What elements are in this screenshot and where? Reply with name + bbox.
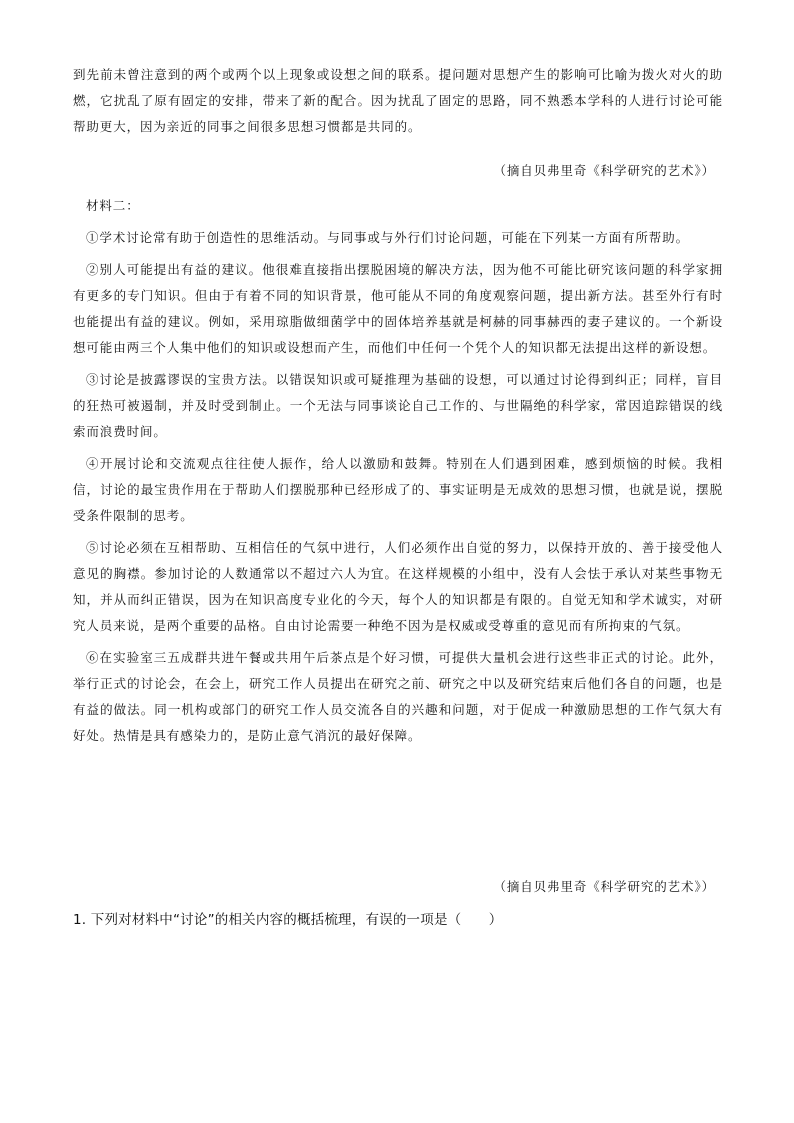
material-2-text: [73, 193, 723, 749]
material-2-heading: 材料二：: [86, 198, 140, 213]
source-citation-2: （摘自贝弗里奇《科学研究的艺术》）: [493, 879, 715, 894]
source-citation-1: （摘自贝弗里奇《科学研究的艺术》）: [493, 163, 715, 178]
paragraph-3: ③讨论是披露谬误的宝贵方法。以错误知识或可疑推理为基础的设想，可以通过讨论得到纠正；同样，盲目的狂热可被遏制，并及时受到制止。一个无法与同事谈论自己工作的、与世隔绝的科学家，常因追踪错误的线索而浪费时间。: [73, 372, 723, 439]
paragraph-4: ④开展讨论和交流观点往往使人振作，给人以激励和鼓舞。特别在人们遇到困难，感到烦恼的时候。我相信，讨论的最宝贵作用在于帮助人们摆脱那种已经形成了的、事实证明是无成效的思想习惯，也就是说，摆脱受条件限制的思考。: [73, 456, 723, 523]
paragraph-2: ②别人可能提出有益的建议。他很难直接指出摆脱困境的解决方法，因为他不可能比研究该问题的科学家拥有更多的专门知识。但由于有着不同的知识背景，他可能从不同的角度观察问题，提出新方法。甚至外行有时也能提出有益的建议。例如，采用琼脂做细菌学中的固体培养基就是柯赫的同事赫西的妻子建议的。一个新设想可能由两三个人集中他们的知识或设想而产生，而他们中任何一个凭个人的知识都无法提出这样的新设想。: [73, 262, 723, 355]
paragraph-6: ⑥在实验室三五成群共进午餐或共用午后茶点是个好习惯，可提供大量机会进行这些非正式的讨论。此外，举行正式的讨论会，在会上，研究工作人员提出在研究之前、研究之中以及研究结束后他们各自的问题，也是有益的做法。同一机构或部门的研究工作人员交流各自的兴趣和问题，对于促成一种激励思想的工作气氛大有好处。热情是具有感染力的，是防止意气消沉的最好保障。: [73, 650, 723, 743]
material-1-text: [73, 62, 723, 140]
question-1: 1. 下列对材料中“讨论”的相关内容的概括梳理，有误的一项是（ ）: [73, 912, 503, 928]
paragraph-1: ①学术讨论常有助于创造性的思维活动。与同事或与外行们讨论问题，可能在下列某一方面有所帮助。: [86, 230, 690, 245]
intro-paragraph: 到先前未曾注意到的两个或两个以上现象或设想之间的联系。提问题对思想产生的影响可比喻为拨火对火的助燃，它扰乱了原有固定的安排，带来了新的配合。因为扰乱了固定的思路，同不熟悉本学科的人进行讨论可能帮助更大，因为亲近的同事之间很多思想习惯都是共同的。: [73, 67, 723, 134]
paragraph-5: ⑤讨论必须在互相帮助、互相信任的气氛中进行，人们必须作出自觉的努力，以保持开放的、善于接受他人意见的胸襟。参加讨论的人数通常以不超过六人为宜。在这样规模的小组中，没有人会怯于承认对某些事物无知，并从而纠正错误，因为在知识高度专业化的今天，每个人的知识都是有限的。自觉无知和学术诚实，对研究人员来说，是两个重要的品格。自由讨论需要一种绝不因为是权威或受尊重的意见而有所拘束的气氛。: [73, 540, 723, 633]
